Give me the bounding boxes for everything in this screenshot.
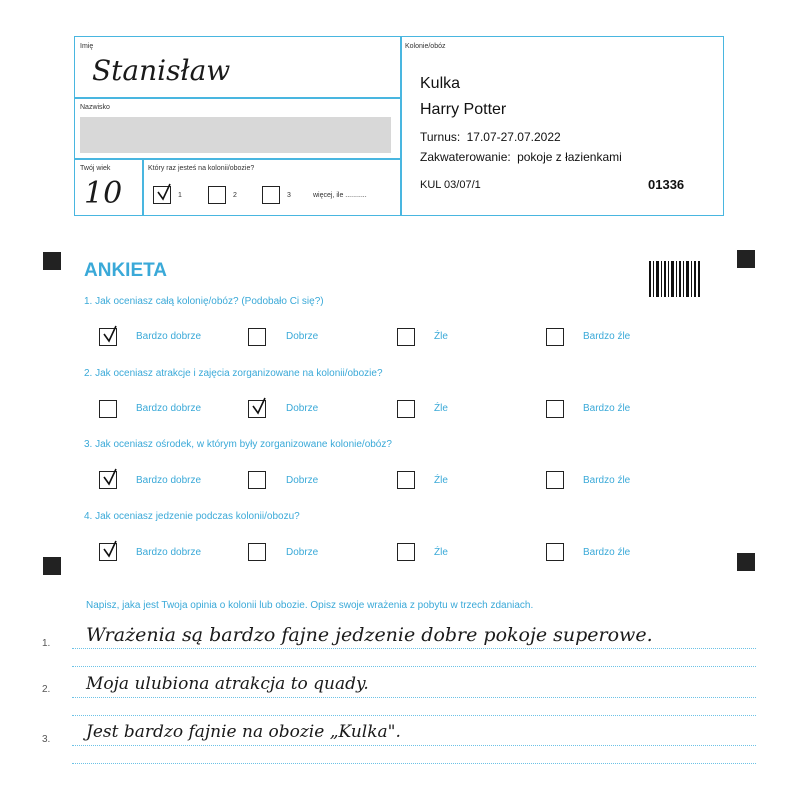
q1-option-bardzo-dobrze-checkbox[interactable] [99, 328, 117, 346]
q3-option-bardzo-dobrze: Bardzo dobrze [136, 475, 202, 486]
check-mark-icon [101, 538, 123, 560]
ktory-raz-label: Który raz jesteś na kolonii/obozie? [148, 165, 255, 172]
q1-option-bardzo-zle: Bardzo źle [583, 331, 631, 342]
q3-option-bardzo-zle: Bardzo źle [583, 475, 631, 486]
check-mark-icon [101, 323, 123, 345]
q3-option-zle-checkbox[interactable] [397, 471, 415, 489]
q4-option-bardzo-zle: Bardzo źle [583, 547, 631, 558]
question-3: 3. Jak oceniasz ośrodek, w którym były zorganizowane kolonie/obóz? [84, 439, 392, 450]
nazwisko-redacted [80, 117, 391, 153]
q4-option-bardzo-dobrze: Bardzo dobrze [136, 547, 202, 558]
survey-title: ANKIETA [84, 260, 168, 281]
check-mark-icon [101, 466, 123, 488]
opinion-prompt: Napisz, jaka jest Twoja opinia o kolonii lub obozie. Opisz swoje wrażenia z pobytu w trzech zdaniach. [86, 600, 534, 611]
q2-option-zle-checkbox[interactable] [397, 400, 415, 418]
camp-label: Kolonie/obóz [405, 43, 446, 50]
answer-number-3: 3. [42, 734, 51, 745]
answer-line-1a [72, 648, 756, 649]
q3-option-bardzo-dobrze-checkbox[interactable] [99, 471, 117, 489]
header-divider-1 [74, 97, 400, 99]
wiek-label: Twój wiek [80, 165, 111, 172]
q2-option-dobrze-checkbox[interactable] [248, 400, 266, 418]
question-4: 4. Jak oceniasz jedzenie podczas kolonii/obozu? [84, 511, 300, 522]
registration-marker-bottom-right [737, 553, 755, 571]
q3-option-dobrze-checkbox[interactable] [248, 471, 266, 489]
imie-value[interactable]: Stanisław [92, 54, 231, 87]
wiek-value[interactable]: 10 [84, 176, 123, 211]
ktory-raz-option-2: 2 [233, 192, 237, 199]
answer-number-1: 1. [42, 638, 51, 649]
q4-option-bardzo-zle-checkbox[interactable] [546, 543, 564, 561]
check-mark-icon [250, 395, 272, 417]
imie-label: Imię [80, 43, 94, 50]
q2-option-bardzo-zle-checkbox[interactable] [546, 400, 564, 418]
ktory-raz-checkbox-1[interactable] [153, 186, 171, 204]
q4-option-zle: Źle [434, 547, 448, 558]
q2-option-bardzo-dobrze: Bardzo dobrze [136, 403, 202, 414]
answer-line-2b [72, 715, 756, 716]
registration-marker-bottom-left [43, 557, 61, 575]
answer-line-3a [72, 745, 756, 746]
answer-line-1b [72, 666, 756, 667]
camp-code: KUL 03/07/1 [420, 179, 481, 191]
ktory-raz-checkbox-3[interactable] [262, 186, 280, 204]
q4-option-bardzo-dobrze-checkbox[interactable] [99, 543, 117, 561]
nazwisko-label: Nazwisko [80, 104, 110, 111]
answer-2-text[interactable]: Moja ulubiona atrakcja to quady. [86, 674, 369, 694]
answer-line-2a [72, 697, 756, 698]
q4-option-zle-checkbox[interactable] [397, 543, 415, 561]
camp-number: 01336 [648, 177, 685, 192]
q2-option-bardzo-zle: Bardzo źle [583, 403, 631, 414]
ktory-raz-option-3: 3 [287, 192, 291, 199]
q2-option-zle: Źle [434, 403, 448, 414]
header-divider-age [142, 158, 144, 216]
q4-option-dobrze: Dobrze [286, 547, 319, 558]
camp-theme: Harry Potter [420, 101, 507, 118]
ktory-raz-checkbox-2[interactable] [208, 186, 226, 204]
header-divider-2 [74, 158, 400, 160]
ktory-raz-option-more[interactable]: więcej, ile ........... [313, 192, 367, 199]
zakwaterowanie-value: pokoje z łazienkami [517, 150, 622, 164]
camp-name: Kulka [420, 75, 461, 92]
answer-1-text[interactable]: Wrażenia są bardzo fajne jedzenie dobre pokoje superowe. [86, 624, 653, 646]
barcode-icon [649, 261, 701, 297]
question-1: 1. Jak oceniasz całą kolonię/obóz? (Podobało Ci się?) [84, 296, 324, 307]
q2-option-dobrze: Dobrze [286, 403, 319, 414]
turnus-row [420, 130, 561, 144]
q1-option-zle: Źle [434, 331, 448, 342]
registration-marker-top-left [43, 252, 61, 270]
check-mark-icon [155, 181, 177, 203]
answer-3-text[interactable]: Jest bardzo fajnie na obozie „Kulka". [86, 722, 401, 742]
q1-option-dobrze-checkbox[interactable] [248, 328, 266, 346]
q3-option-bardzo-zle-checkbox[interactable] [546, 471, 564, 489]
zakwaterowanie-label: Zakwaterowanie: [420, 150, 511, 164]
q1-option-bardzo-zle-checkbox[interactable] [546, 328, 564, 346]
turnus-value: 17.07-27.07.2022 [466, 130, 561, 144]
question-2: 2. Jak oceniasz atrakcje i zajęcia zorganizowane na kolonii/obozie? [84, 368, 383, 379]
header-divider-vertical [400, 36, 402, 216]
q1-option-bardzo-dobrze: Bardzo dobrze [136, 331, 202, 342]
q3-option-zle: Źle [434, 475, 448, 486]
q1-option-dobrze: Dobrze [286, 331, 319, 342]
zakwaterowanie-row [420, 150, 622, 164]
q2-option-bardzo-dobrze-checkbox[interactable] [99, 400, 117, 418]
answer-line-3b [72, 763, 756, 764]
q1-option-zle-checkbox[interactable] [397, 328, 415, 346]
answer-number-2: 2. [42, 684, 51, 695]
turnus-label: Turnus: [420, 130, 461, 144]
q3-option-dobrze: Dobrze [286, 475, 319, 486]
ktory-raz-option-1: 1 [178, 192, 182, 199]
q4-option-dobrze-checkbox[interactable] [248, 543, 266, 561]
registration-marker-top-right [737, 250, 755, 268]
